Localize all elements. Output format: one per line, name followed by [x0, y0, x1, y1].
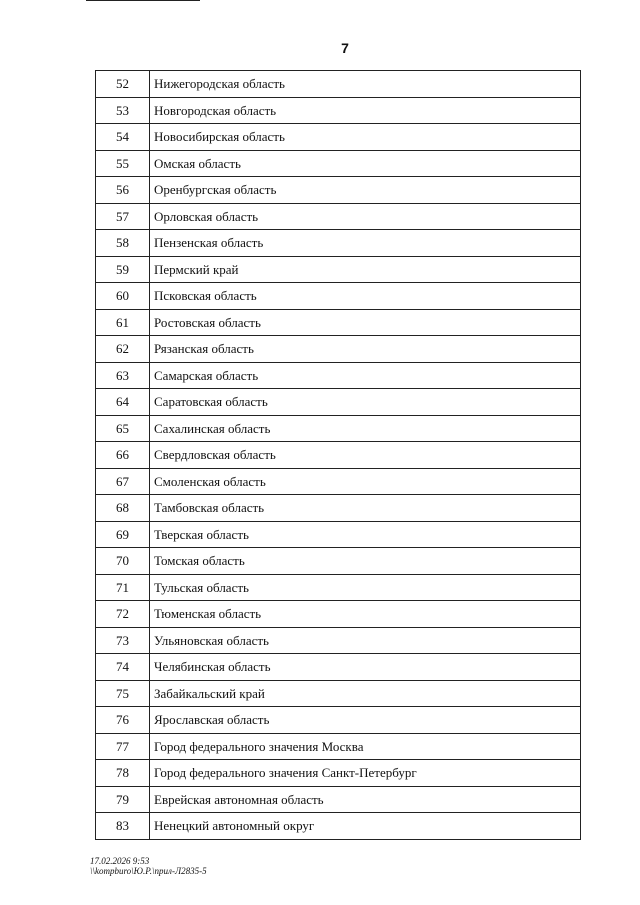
row-number: 57 [96, 203, 150, 230]
region-name: Тульская область [150, 574, 581, 601]
region-name: Забайкальский край [150, 680, 581, 707]
table-row [96, 813, 581, 840]
table-row [96, 256, 581, 283]
table-row [96, 150, 581, 177]
table-row [96, 548, 581, 575]
table-row [96, 707, 581, 734]
table-row [96, 495, 581, 522]
region-name: Новосибирская область [150, 124, 581, 151]
region-name: Челябинская область [150, 654, 581, 681]
region-name: Сахалинская область [150, 415, 581, 442]
region-name: Оренбургская область [150, 177, 581, 204]
row-number: 77 [96, 733, 150, 760]
region-name: Орловская область [150, 203, 581, 230]
row-number: 67 [96, 468, 150, 495]
row-number: 63 [96, 362, 150, 389]
region-name: Ненецкий автономный округ [150, 813, 581, 840]
table-row [96, 733, 581, 760]
table-row [96, 415, 581, 442]
table-row [96, 362, 581, 389]
row-number: 60 [96, 283, 150, 310]
table-row [96, 203, 581, 230]
row-number: 78 [96, 760, 150, 787]
region-name: Тюменская область [150, 601, 581, 628]
region-name: Псковская область [150, 283, 581, 310]
region-name: Смоленская область [150, 468, 581, 495]
table-row [96, 574, 581, 601]
region-name: Еврейская автономная область [150, 786, 581, 813]
row-number: 59 [96, 256, 150, 283]
table-row [96, 336, 581, 363]
table-row [96, 442, 581, 469]
region-name: Город федерального значения Санкт-Петербург [150, 760, 581, 787]
region-name: Новгородская область [150, 97, 581, 124]
row-number: 70 [96, 548, 150, 575]
region-name: Ростовская область [150, 309, 581, 336]
table-row [96, 283, 581, 310]
table-row [96, 521, 581, 548]
row-number: 69 [96, 521, 150, 548]
region-name: Ярославская область [150, 707, 581, 734]
table-row [96, 680, 581, 707]
region-name: Город федерального значения Москва [150, 733, 581, 760]
row-number: 54 [96, 124, 150, 151]
regions-table-body [96, 71, 581, 840]
row-number: 66 [96, 442, 150, 469]
region-name: Нижегородская область [150, 71, 581, 98]
region-name: Рязанская область [150, 336, 581, 363]
region-name: Свердловская область [150, 442, 581, 469]
region-name: Пермский край [150, 256, 581, 283]
top-rule [86, 0, 200, 1]
row-number: 65 [96, 415, 150, 442]
row-number: 71 [96, 574, 150, 601]
table-row [96, 389, 581, 416]
region-name: Тверская область [150, 521, 581, 548]
footer [90, 856, 207, 876]
table-row [96, 71, 581, 98]
table-row [96, 760, 581, 787]
row-number: 58 [96, 230, 150, 257]
row-number: 62 [96, 336, 150, 363]
table-row [96, 97, 581, 124]
footer-date: 17.02.2026 9:53 [90, 856, 150, 866]
page-number: 7 [341, 40, 349, 56]
region-name: Тамбовская область [150, 495, 581, 522]
row-number: 61 [96, 309, 150, 336]
row-number: 75 [96, 680, 150, 707]
table-row [96, 177, 581, 204]
region-name: Томская область [150, 548, 581, 575]
region-name: Пензенская область [150, 230, 581, 257]
row-number: 56 [96, 177, 150, 204]
footer-path: \\kompburo\Ю.Р.\прил-Л2835-5 [90, 866, 207, 876]
row-number: 79 [96, 786, 150, 813]
regions-table [95, 70, 581, 840]
region-name: Саратовская область [150, 389, 581, 416]
row-number: 53 [96, 97, 150, 124]
table-row [96, 124, 581, 151]
table-row [96, 230, 581, 257]
row-number: 74 [96, 654, 150, 681]
row-number: 64 [96, 389, 150, 416]
row-number: 55 [96, 150, 150, 177]
table-row [96, 786, 581, 813]
table-row [96, 309, 581, 336]
row-number: 68 [96, 495, 150, 522]
row-number: 73 [96, 627, 150, 654]
region-name: Омская область [150, 150, 581, 177]
table-row [96, 601, 581, 628]
table-row [96, 468, 581, 495]
table-row [96, 627, 581, 654]
table-row [96, 654, 581, 681]
row-number: 72 [96, 601, 150, 628]
row-number: 83 [96, 813, 150, 840]
row-number: 76 [96, 707, 150, 734]
region-name: Ульяновская область [150, 627, 581, 654]
region-name: Самарская область [150, 362, 581, 389]
row-number: 52 [96, 71, 150, 98]
